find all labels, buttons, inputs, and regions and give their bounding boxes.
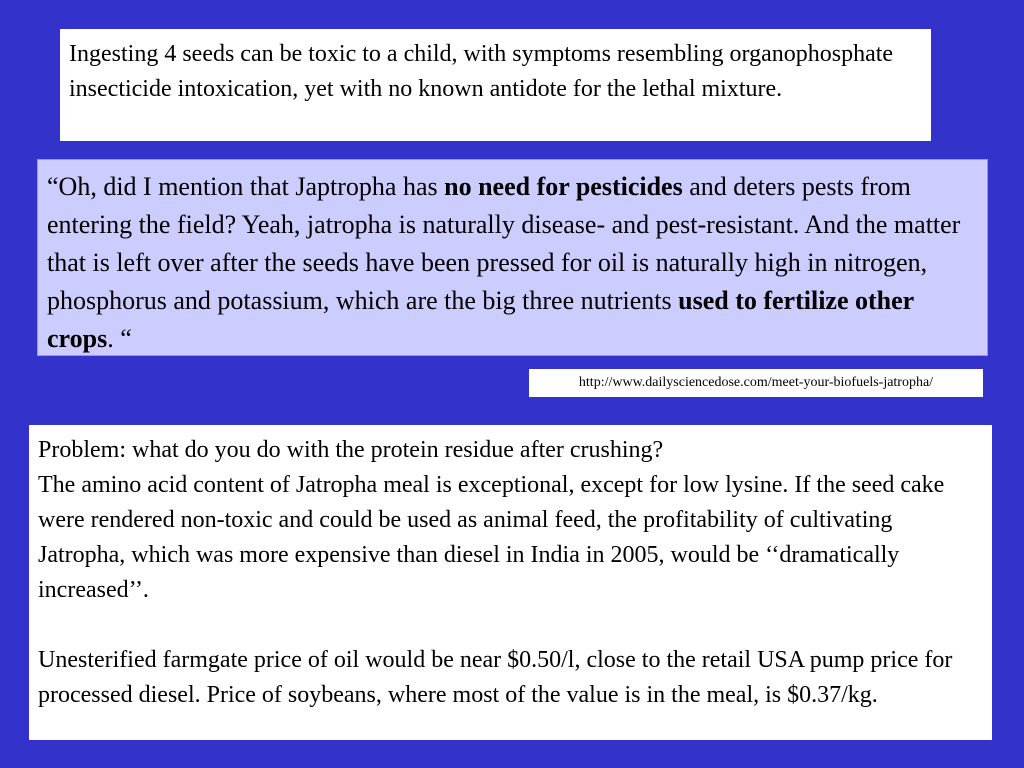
source-url-box bbox=[529, 369, 983, 397]
quote-bold-no-pesticides: no need for pesticides bbox=[444, 172, 683, 201]
problem-heading: Problem: what do you do with the protein residue after crushing? bbox=[38, 437, 664, 463]
source-url: http://www.dailysciencedose.com/meet-your-biofuels-jatropha/ bbox=[578, 375, 934, 390]
problem-paragraph-2: Unesterified farmgate price of oil would be near $0.50/l, close to the retail USA pump price for processed diesel. Price of soybeans, where most of the value is in the meal, is $0.37/kg. bbox=[38, 647, 953, 708]
quote-box bbox=[37, 159, 988, 356]
paragraph-spacer bbox=[38, 608, 983, 643]
quote-part-2: and deters pests from entering the field? Yeah, jatropha is naturally disease- and pest-resistant. And the matter that is left over after the seeds have been pressed for oil is naturally high in nitrogen, phosphorus and potassium, which are the big three nutrients bbox=[47, 172, 961, 315]
quote-text bbox=[47, 168, 978, 358]
problem-box bbox=[29, 425, 992, 740]
quote-bold-fertilize: used to fertilize other crops bbox=[47, 286, 914, 353]
quote-part-3: . “ bbox=[107, 324, 132, 353]
toxicity-note-text: Ingesting 4 seeds can be toxic to a child, with symptoms resembling organophosphate insecticide intoxication, yet with no known antidote for the lethal mixture. bbox=[69, 41, 894, 102]
problem-paragraph-1: The amino acid content of Jatropha meal is exceptional, except for low lysine. If the seed cake were rendered non-toxic and could be used as animal feed, the profitability of cultivating Jatropha, which was more expensive than diesel in India in 2005, would be ‘‘dramatically increased’’. bbox=[38, 472, 945, 603]
toxicity-note-box bbox=[60, 29, 931, 141]
quote-part-1: “Oh, did I mention that Japtropha has bbox=[47, 172, 445, 201]
